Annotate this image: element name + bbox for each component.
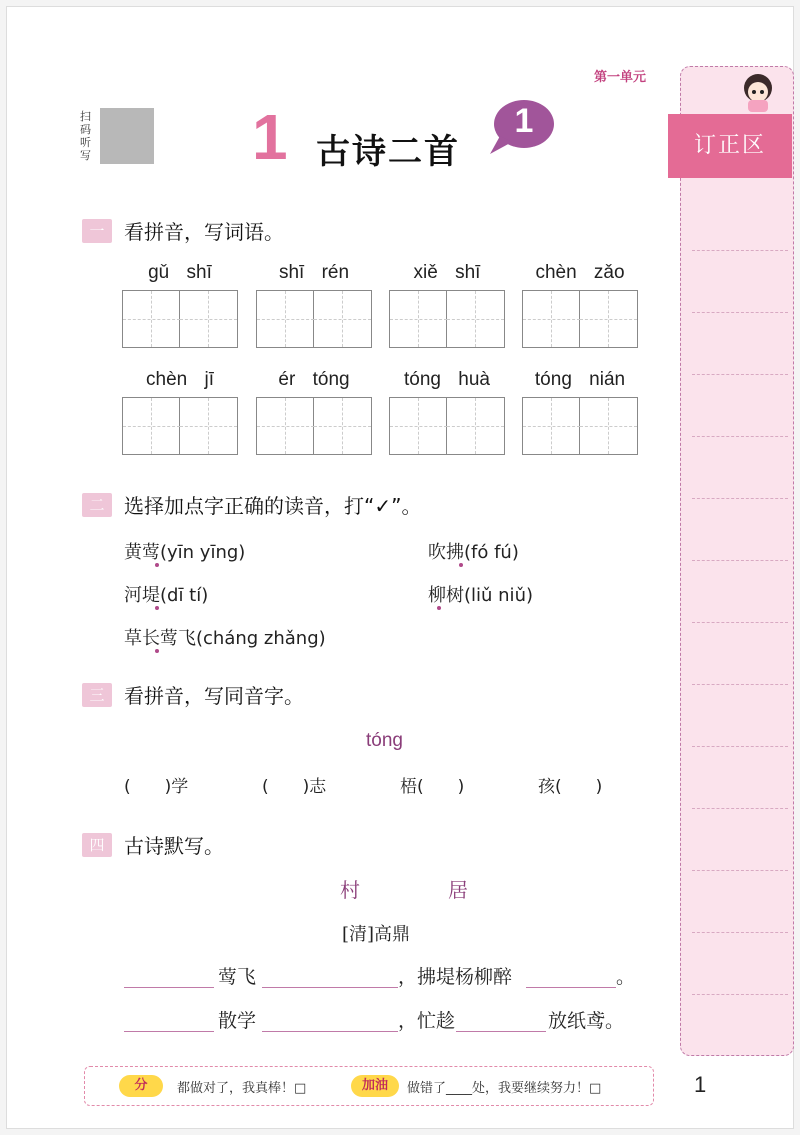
pinyin-label: tóng nián [534,369,626,390]
correction-line [692,932,788,933]
writing-box[interactable] [122,397,238,455]
homophone-blank[interactable]: ( )学 [124,777,189,797]
correction-line [692,684,788,685]
poem-word: 。 [616,966,636,988]
scan-label: 扫码听写 [80,110,91,162]
score-badge: 分 [119,1075,163,1097]
correction-line [692,250,788,251]
correction-line [692,622,788,623]
pinyin-label: chèn jī [146,369,214,390]
correction-line [692,312,788,313]
poem-word: 放纸鸢。 [548,1010,625,1032]
section-title: 看拼音，写词语。 [124,220,284,244]
correction-line [692,498,788,499]
poem-title: 村 居 [340,878,502,902]
reading-choice[interactable]: 草长莺飞(cháng zhǎng) [124,628,326,649]
writing-box[interactable] [522,397,638,455]
correction-line [692,436,788,437]
homophone-pinyin: tóng [366,730,403,751]
poem-blank[interactable] [262,1030,398,1032]
self-evaluation-bar [84,1066,654,1106]
reading-choice[interactable]: 黄莺(yīn yīng) [124,542,246,563]
section-4-header [82,830,224,859]
pinyin-label: tóng huà [404,369,490,390]
correction-line [692,374,788,375]
section-number: 二 [82,493,112,517]
correction-line [692,560,788,561]
poem-blank[interactable] [262,986,398,988]
correction-line [692,870,788,871]
all-correct-text[interactable]: 都做对了，我真棒！□ [177,1081,307,1096]
cheer-badge: 加油 [351,1075,399,1097]
section-title: 选择加点字正确的读音，打“✓”。 [124,494,422,518]
poem-blank[interactable] [124,1030,214,1032]
section-title: 看拼音，写同音字。 [124,684,304,708]
homophone-blank[interactable]: 梧( ) [400,777,465,797]
writing-box[interactable] [522,290,638,348]
lesson-title: 古诗二首 [316,132,460,172]
homophone-blank[interactable]: 孩( ) [538,777,603,797]
emphasis-dot [155,649,159,653]
section-title: 古诗默写。 [124,834,224,858]
section-number: 一 [82,219,112,243]
pinyin-label: gǔ shī [148,262,212,283]
emphasis-dot [155,563,159,567]
pinyin-label: xiě shī [413,262,481,283]
correction-line [692,808,788,809]
emphasis-dot [459,563,463,567]
wrong-count-text[interactable]: 做错了____处，我要继续努力！□ [407,1081,602,1096]
cartoon-girl-icon [738,70,778,114]
correction-area-title: 订正区 [668,114,792,178]
homophone-blank[interactable]: ( )志 [262,777,327,797]
writing-box[interactable] [256,397,372,455]
reading-choice[interactable]: 吹拂(fó fú) [428,542,519,563]
poem-blank[interactable] [124,986,214,988]
reading-choice[interactable]: 柳树(liǔ niǔ) [428,585,533,606]
emphasis-dot [437,606,441,610]
unit-label: 第一单元 [594,70,647,85]
lesson-number: 1 [252,101,288,173]
pinyin-label: shī rén [278,262,350,283]
poem-blank[interactable] [456,1030,546,1032]
writing-box[interactable] [256,290,372,348]
writing-box[interactable] [389,397,505,455]
page-number: 1 [694,1072,707,1097]
pinyin-label: ér tóng [278,369,350,390]
section-3-header [82,680,304,709]
reading-choice[interactable]: 河堤(dī tí) [124,585,209,606]
correction-area[interactable] [680,66,794,1056]
correction-line [692,746,788,747]
section-2-header [82,490,421,519]
period-badge [486,98,556,160]
writing-box[interactable] [122,290,238,348]
poem-word: 散学 [218,1010,257,1032]
section-number: 四 [82,833,112,857]
writing-box[interactable] [389,290,505,348]
poem-word: ，拂堤杨柳醉 [398,966,513,988]
period-number: 1 [514,102,534,140]
poem-word: 莺飞 [218,966,257,988]
qr-code[interactable] [100,108,154,164]
scan-qr-area[interactable] [80,108,154,164]
emphasis-dot [155,606,159,610]
section-number: 三 [82,683,112,707]
pinyin-label: chèn zǎo [535,262,625,283]
poem-blank[interactable] [526,986,616,988]
correction-line [692,994,788,995]
poem-word: ，忙趁 [398,1010,456,1032]
section-1-header [82,216,284,245]
poem-author: [清]高鼎 [342,924,411,945]
